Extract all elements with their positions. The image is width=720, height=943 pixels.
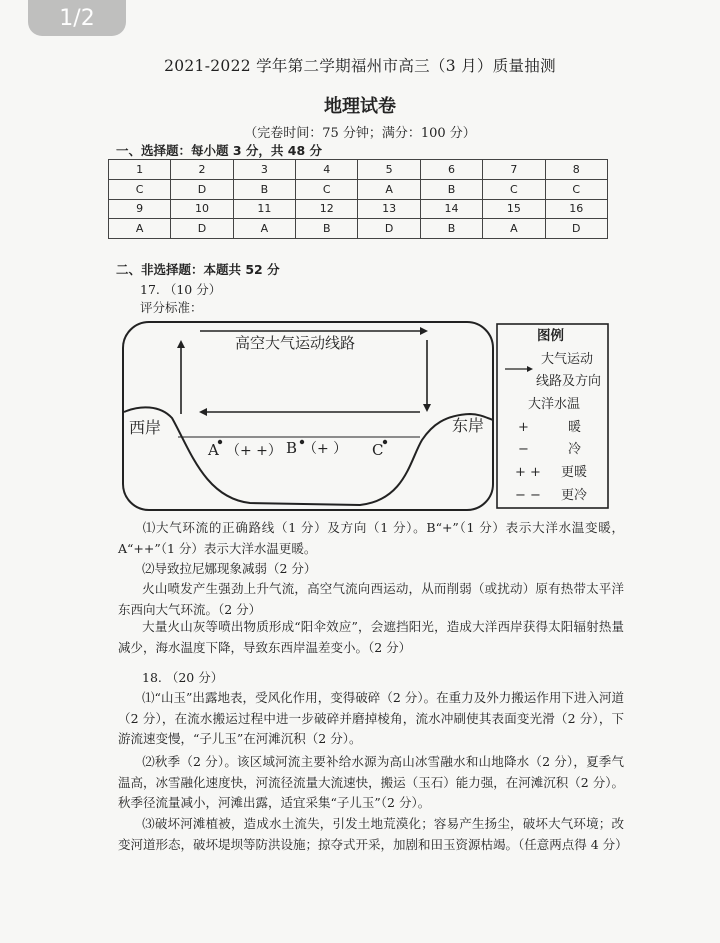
answer-text: 大量火山灰等喷出物质形成“阳伞效应”，会遮挡阳光，造成大洋西岸获得太阳辐射热量减少，海水温度下降，导致东西岸温差变小。（2 分） (118, 619, 624, 655)
table-cell: 6 (420, 160, 482, 180)
legend-label: 大洋水温 (528, 397, 581, 412)
section2-heading: 二、非选择题：本题共 52 分 (116, 262, 280, 277)
table-cell: 11 (233, 199, 295, 219)
table-cell: C (296, 179, 358, 199)
legend-title: 图例 (537, 328, 564, 344)
subject-title: 地理试卷 (324, 96, 396, 117)
legend-label: 冷 (568, 442, 582, 457)
table-cell: A (109, 219, 171, 239)
q18-answer-2 (118, 752, 624, 814)
table-cell: 13 (358, 199, 420, 219)
table-cell: D (171, 179, 233, 199)
west-coast-label: 西岸 (129, 418, 162, 437)
answer-text: ⑴大气环流的正确路线（1 分）及方向（1 分）。B“+”（1 分）表示大洋水温变暖，A“++”（1 分）表示大洋水温更暖。 (118, 520, 624, 556)
legend-label: 更冷 (561, 488, 588, 503)
table-cell: D (545, 219, 607, 239)
table-cell: A (483, 219, 545, 239)
table-cell: B (420, 179, 482, 199)
q17-answer-2 (118, 559, 624, 580)
exam-title: 2021-2022 学年第二学期福州市高三（3 月）质量抽测 (164, 57, 556, 75)
q17-number: 17. （10 分） (140, 282, 222, 297)
section1-heading: 一、选择题：每小题 3 分，共 48 分 (116, 143, 323, 158)
legend-symbol: − (518, 442, 529, 457)
q18-answer-1 (118, 688, 624, 750)
answer-text: ⑵导致拉尼娜现象减弱（2 分） (142, 561, 317, 576)
legend-symbol: + (518, 420, 529, 435)
table-cell: A (233, 219, 295, 239)
table-cell: 16 (545, 199, 607, 219)
answer-text: 火山喷发产生强劲上升气流，高空气流向西运动，从而削弱（或扰动）原有热带太平洋东西向大气环流。（2 分） (118, 581, 624, 617)
table-cell: 2 (171, 160, 233, 180)
answer-text: ⑶破坏河滩植被，造成水土流失，引发土地荒漠化；容易产生扬尘，破坏大气环境；改变河道形态，破坏堤坝等防洪设施；掠夺式开采，加剧和田玉资源枯竭。（任意两点得 4 分） (118, 816, 628, 852)
table-cell: 15 (483, 199, 545, 219)
point-b-label: B (286, 439, 298, 457)
east-coast-label: 东岸 (452, 416, 485, 435)
table-cell: 4 (296, 160, 358, 180)
table-cell: C (483, 179, 545, 199)
upper-flow-label: 高空大气运动线路 (235, 334, 356, 352)
table-cell: D (171, 219, 233, 239)
point-a-label: A (208, 441, 219, 459)
table-cell: 8 (545, 160, 607, 180)
point-a-sign: （+ +） (226, 443, 282, 459)
table-cell: A (358, 179, 420, 199)
legend-label: 暖 (568, 420, 582, 435)
table-cell: 12 (296, 199, 358, 219)
legend-symbol: − − (515, 488, 541, 503)
table-cell: D (358, 219, 420, 239)
q17-answer-1 (118, 518, 624, 559)
q18-answer-3 (118, 814, 628, 855)
q17-criteria: 评分标准： (140, 300, 203, 315)
page-indicator: 1/2 (28, 0, 126, 36)
exam-info: （完卷时间：75 分钟；满分：100 分） (244, 126, 476, 141)
table-cell: 7 (483, 160, 545, 180)
table-cell: B (420, 219, 482, 239)
point-b-sign: （+ ） (303, 441, 348, 457)
table-cell: 1 (109, 160, 171, 180)
table-cell: 10 (171, 199, 233, 219)
table-cell: 14 (420, 199, 482, 219)
table-cell: C (109, 179, 171, 199)
table-cell: 3 (233, 160, 295, 180)
point-c-label: C (372, 441, 384, 459)
answer-text: ⑵秋季（2 分）。该区域河流主要补给水源为高山冰雪融水和山地降水（2 分），夏季气温高，冰雪融化速度快，河流径流量大流速快，搬运（玉石）能力强，在河滩沉积（2 分）。秋季径流量减小，河滩出露，适宜采集“子儿玉”（2 分）。 (118, 754, 624, 810)
legend-symbol: + + (515, 465, 541, 480)
q17-answer-4 (118, 617, 624, 658)
legend-label: 大气运动 (541, 352, 594, 367)
table-cell: 9 (109, 199, 171, 219)
answer-text: ⑴“山玉”出露地表，受风化作用，变得破碎（2 分）。在重力及外力搬运作用下进入河道（2 分），在流水搬运过程中进一步破碎并磨掉棱角，流水冲刷使其表面变光滑（2 分），下游流速变慢，“子儿玉”在河滩沉积（2 分）。 (118, 690, 624, 746)
table-cell: B (233, 179, 295, 199)
q18-number: 18. （20 分） (142, 670, 224, 685)
legend-label: 更暖 (561, 465, 588, 480)
q17-answer-3 (118, 579, 624, 620)
table-cell: B (296, 219, 358, 239)
legend-label: 线路及方向 (536, 374, 602, 389)
table-cell: 5 (358, 160, 420, 180)
table-cell: C (545, 179, 607, 199)
